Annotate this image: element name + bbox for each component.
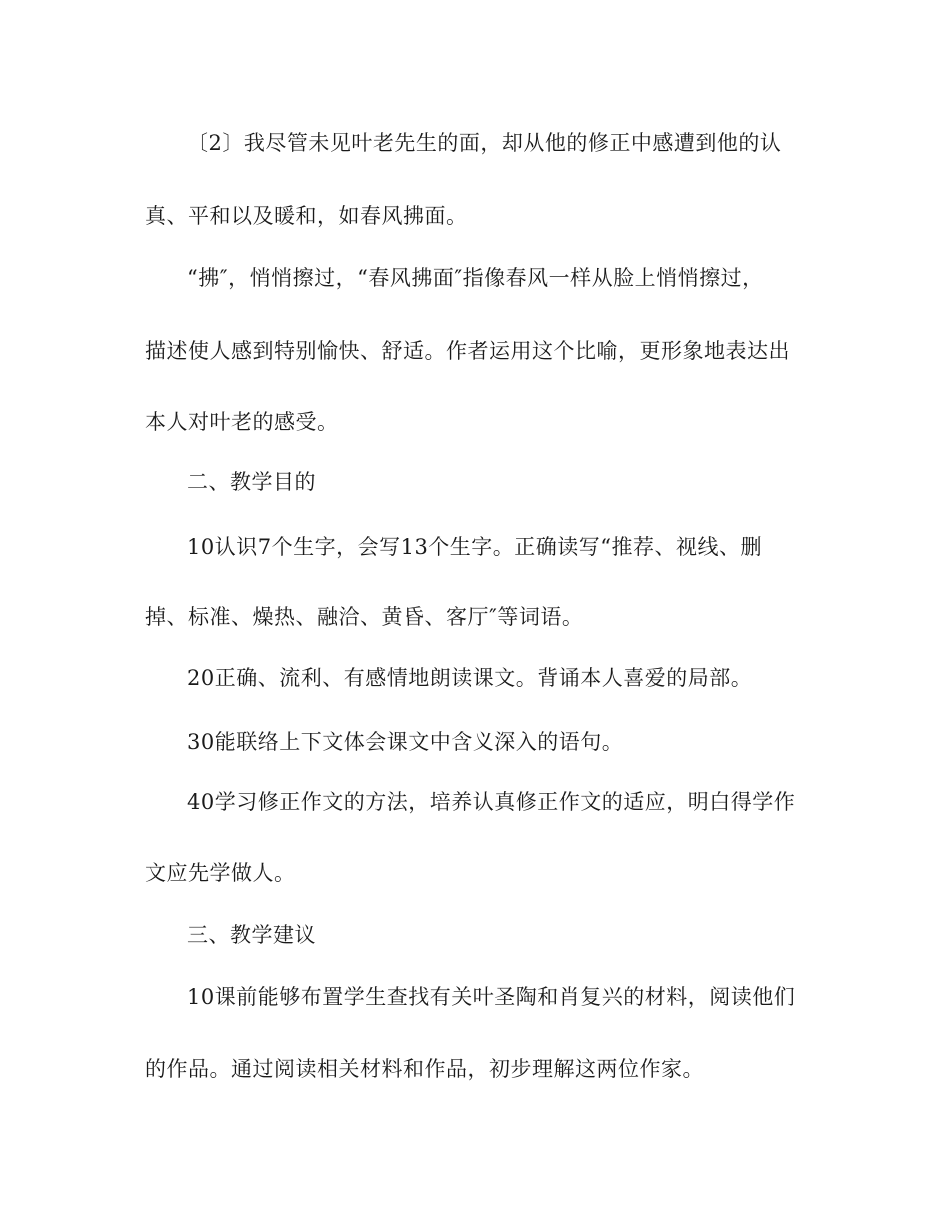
paragraph-line-12: 文应先学做人。 [145, 861, 296, 885]
paragraph-line-2: 真、平和以及暖和，如春风拂面。 [145, 204, 468, 228]
paragraph-line-8: 掉、标准、燥热、融洽、黄昏、客厅″等词语。 [145, 605, 584, 629]
paragraph-line-1: 〔2〕我尽管未见叶老先生的面，却从他的修正中感遭到他的认 [187, 131, 782, 155]
paragraph-line-5: 本人对叶老的感受。 [145, 410, 339, 434]
paragraph-line-14: 10课前能够布置学生查找有关叶圣陶和肖复兴的材料，阅读他们 [187, 985, 796, 1009]
paragraph-line-10: 30能联络上下文体会课文中含义深入的语句。 [187, 730, 624, 754]
paragraph-line-7: 10认识7个生字，会写13个生字。正确读写“推荐、视线、删 [187, 535, 763, 559]
paragraph-line-11: 40学习修正作文的方法，培养认真修正作文的适应，明白得学作 [187, 790, 796, 814]
paragraph-line-4: 描述使人感到特别愉快、舒适。作者运用这个比喻，更形象地表达出 [145, 339, 790, 363]
section-heading-suggestions: 三、教学建议 [187, 923, 316, 947]
paragraph-line-3: “拂″，悄悄擦过，“春风拂面″指像春风一样从脸上悄悄擦过， [187, 266, 764, 290]
paragraph-line-9: 20正确、流利、有感情地朗读课文。背诵本人喜爱的局部。 [187, 666, 753, 690]
section-heading-objectives: 二、教学目的 [187, 470, 316, 494]
paragraph-line-15: 的作品。通过阅读相关材料和作品，初步理解这两位作家。 [145, 1057, 704, 1081]
